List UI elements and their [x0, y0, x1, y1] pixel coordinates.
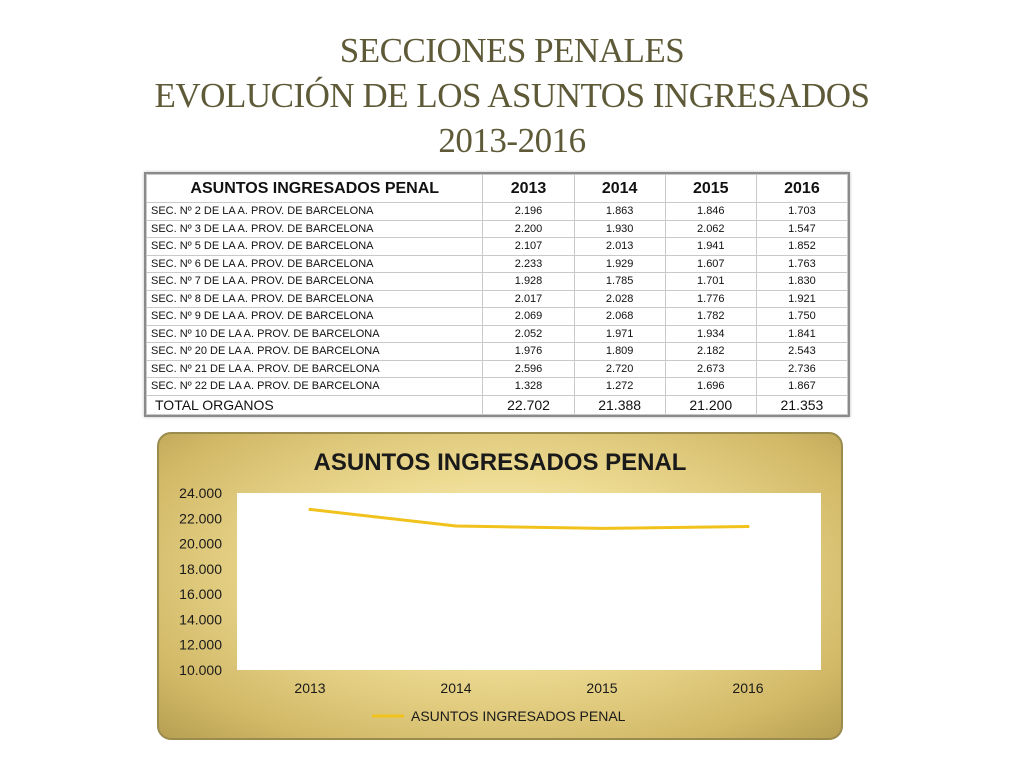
cell-value: 1.976: [483, 343, 574, 361]
column-header: 2014: [574, 175, 665, 203]
cell-value: 2.196: [483, 203, 574, 221]
y-tick-label: 18.000: [179, 560, 222, 577]
cell-value: 2.720: [574, 360, 665, 378]
cell-value: 2.069: [483, 308, 574, 326]
cell-value: 1.929: [574, 255, 665, 273]
total-label: TOTAL ORGANOS: [147, 395, 483, 414]
cell-value: 1.782: [665, 308, 756, 326]
title-line-3: 2013-2016: [438, 121, 586, 160]
cell-value: 1.328: [483, 378, 574, 396]
data-point: [309, 508, 312, 511]
cell-value: 2.028: [574, 290, 665, 308]
x-tick-label: 2013: [294, 680, 326, 696]
cell-value: 2.200: [483, 220, 574, 238]
row-label: SEC. Nº 10 DE LA A. PROV. DE BARCELONA: [147, 325, 483, 343]
total-value: 21.353: [756, 395, 847, 414]
cell-value: 2.052: [483, 325, 574, 343]
row-label: SEC. Nº 8 DE LA A. PROV. DE BARCELONA: [147, 290, 483, 308]
x-tick-label: 2016: [732, 680, 764, 696]
cell-value: 1.846: [665, 203, 756, 221]
column-header: 2013: [483, 175, 574, 203]
cell-value: 1.809: [574, 343, 665, 361]
row-label: SEC. Nº 5 DE LA A. PROV. DE BARCELONA: [147, 238, 483, 256]
cell-value: 2.596: [483, 360, 574, 378]
y-tick-label: 10.000: [179, 662, 222, 678]
column-header: ASUNTOS INGRESADOS PENAL: [147, 175, 483, 203]
cell-value: 2.017: [483, 290, 574, 308]
row-label: SEC. Nº 2 DE LA A. PROV. DE BARCELONA: [147, 203, 483, 221]
cell-value: 1.703: [756, 203, 847, 221]
total-value: 21.200: [665, 395, 756, 414]
cell-value: 1.701: [665, 273, 756, 291]
column-header: 2015: [665, 175, 756, 203]
row-label: SEC. Nº 20 DE LA A. PROV. DE BARCELONA: [147, 343, 483, 361]
row-label: SEC. Nº 3 DE LA A. PROV. DE BARCELONA: [147, 220, 483, 238]
row-label: SEC. Nº 21 DE LA A. PROV. DE BARCELONA: [147, 360, 483, 378]
cell-value: 1.547: [756, 220, 847, 238]
row-label: SEC. Nº 6 DE LA A. PROV. DE BARCELONA: [147, 255, 483, 273]
row-label: SEC. Nº 9 DE LA A. PROV. DE BARCELONA: [147, 308, 483, 326]
data-point: [455, 525, 458, 528]
cell-value: 1.930: [574, 220, 665, 238]
cell-value: 1.830: [756, 273, 847, 291]
cell-value: 1.607: [665, 255, 756, 273]
y-tick-label: 12.000: [179, 636, 222, 653]
cell-value: 2.068: [574, 308, 665, 326]
title-line-2: EVOLUCIÓN DE LOS ASUNTOS INGRESADOS: [154, 76, 870, 115]
cell-value: 1.941: [665, 238, 756, 256]
cell-value: 1.841: [756, 325, 847, 343]
column-header: 2016: [756, 175, 847, 203]
cell-value: 1.696: [665, 378, 756, 396]
y-tick-label: 16.000: [179, 586, 222, 603]
cell-value: 1.934: [665, 325, 756, 343]
y-tick-label: 20.000: [179, 535, 222, 552]
cell-value: 2.107: [483, 238, 574, 256]
cell-value: 1.750: [756, 308, 847, 326]
cell-value: 2.543: [756, 343, 847, 361]
data-point: [601, 527, 604, 530]
cell-value: 1.852: [756, 238, 847, 256]
cell-value: 2.013: [574, 238, 665, 256]
cell-value: 1.928: [483, 273, 574, 291]
cell-value: 2.673: [665, 360, 756, 378]
cell-value: 1.867: [756, 378, 847, 396]
row-label: SEC. Nº 7 DE LA A. PROV. DE BARCELONA: [147, 273, 483, 291]
cell-value: 2.182: [665, 343, 756, 361]
y-tick-label: 14.000: [179, 611, 222, 628]
cell-value: 2.233: [483, 255, 574, 273]
y-tick-label: 22.000: [179, 510, 222, 527]
legend-label: ASUNTOS INGRESADOS PENAL: [411, 708, 626, 724]
cell-value: 2.062: [665, 220, 756, 238]
data-point: [747, 525, 750, 528]
x-tick-label: 2015: [586, 680, 618, 696]
cell-value: 1.863: [574, 203, 665, 221]
cell-value: 1.971: [574, 325, 665, 343]
y-tick-label: 24.000: [179, 485, 222, 501]
plot-area: [237, 493, 821, 670]
cell-value: 1.785: [574, 273, 665, 291]
x-tick-label: 2014: [440, 680, 472, 696]
cell-value: 1.921: [756, 290, 847, 308]
cell-value: 1.272: [574, 378, 665, 396]
total-value: 22.702: [483, 395, 574, 414]
cell-value: 2.736: [756, 360, 847, 378]
title-line-1: SECCIONES PENALES: [339, 31, 685, 70]
chart-title: ASUNTOS INGRESADOS PENAL: [313, 449, 687, 476]
cell-value: 1.776: [665, 290, 756, 308]
total-value: 21.388: [574, 395, 665, 414]
cell-value: 1.763: [756, 255, 847, 273]
row-label: SEC. Nº 22 DE LA A. PROV. DE BARCELONA: [147, 378, 483, 396]
